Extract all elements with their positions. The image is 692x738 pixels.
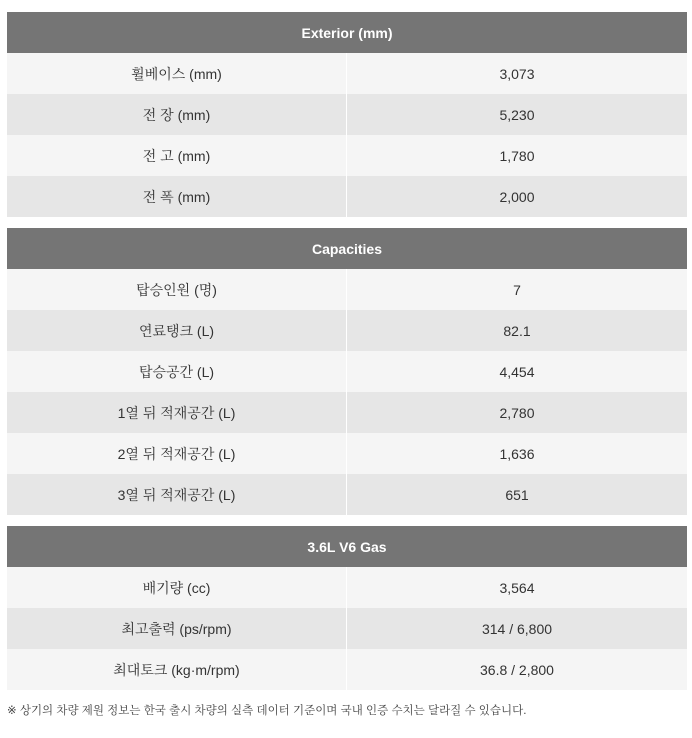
table-row (7, 269, 687, 310)
row-label: 2열 뒤 적재공간 (L) (7, 433, 347, 474)
table-row (7, 608, 687, 649)
row-value: 36.8 / 2,800 (480, 661, 554, 678)
row-label: 휠베이스 (mm) (7, 53, 347, 94)
row-value: 4,454 (499, 363, 535, 380)
row-value: 82.1 (503, 322, 531, 339)
row-label: 최고출력 (ps/rpm) (7, 608, 347, 649)
row-label: 3열 뒤 적재공간 (L) (7, 474, 347, 515)
row-label: 전 폭 (mm) (7, 176, 347, 217)
row-value: 7 (513, 281, 521, 298)
row-value: 2,780 (499, 404, 535, 421)
row-value: 651 (505, 486, 529, 503)
table-row (7, 176, 687, 217)
table-row (7, 433, 687, 474)
row-label: 전 장 (mm) (7, 94, 347, 135)
table-row (7, 474, 687, 515)
engine-section (7, 526, 687, 690)
capacities-header: Capacities (7, 228, 687, 269)
row-value: 1,636 (499, 445, 535, 462)
table-row (7, 310, 687, 351)
row-label: 전 고 (mm) (7, 135, 347, 176)
table-row (7, 53, 687, 94)
row-label: 연료탱크 (L) (7, 310, 347, 351)
table-row (7, 351, 687, 392)
table-row (7, 94, 687, 135)
table-row (7, 649, 687, 690)
row-value: 3,564 (499, 579, 535, 596)
row-label: 최대토크 (kg·m/rpm) (7, 649, 347, 690)
row-label: 탑승공간 (L) (7, 351, 347, 392)
row-label: 탑승인원 (명) (7, 269, 347, 310)
row-value: 5,230 (499, 106, 535, 123)
row-value: 314 / 6,800 (481, 620, 553, 637)
row-value: 2,000 (499, 188, 535, 205)
table-row (7, 567, 687, 608)
row-label: 1열 뒤 적재공간 (L) (7, 392, 347, 433)
table-row (7, 135, 687, 176)
row-label: 배기량 (cc) (7, 567, 347, 608)
table-row (7, 392, 687, 433)
engine-header: 3.6L V6 Gas (7, 526, 687, 567)
row-value: 1,780 (499, 147, 535, 164)
exterior-section (7, 12, 687, 217)
capacities-section (7, 228, 687, 515)
exterior-header: Exterior (mm) (7, 12, 687, 53)
row-value: 3,073 (499, 65, 535, 82)
footnote: ※ 상기의 차량 제원 정보는 한국 출시 차량의 실측 데이터 기준이며 국내 인증 수치는 달라질 수 있습니다. (7, 705, 527, 717)
